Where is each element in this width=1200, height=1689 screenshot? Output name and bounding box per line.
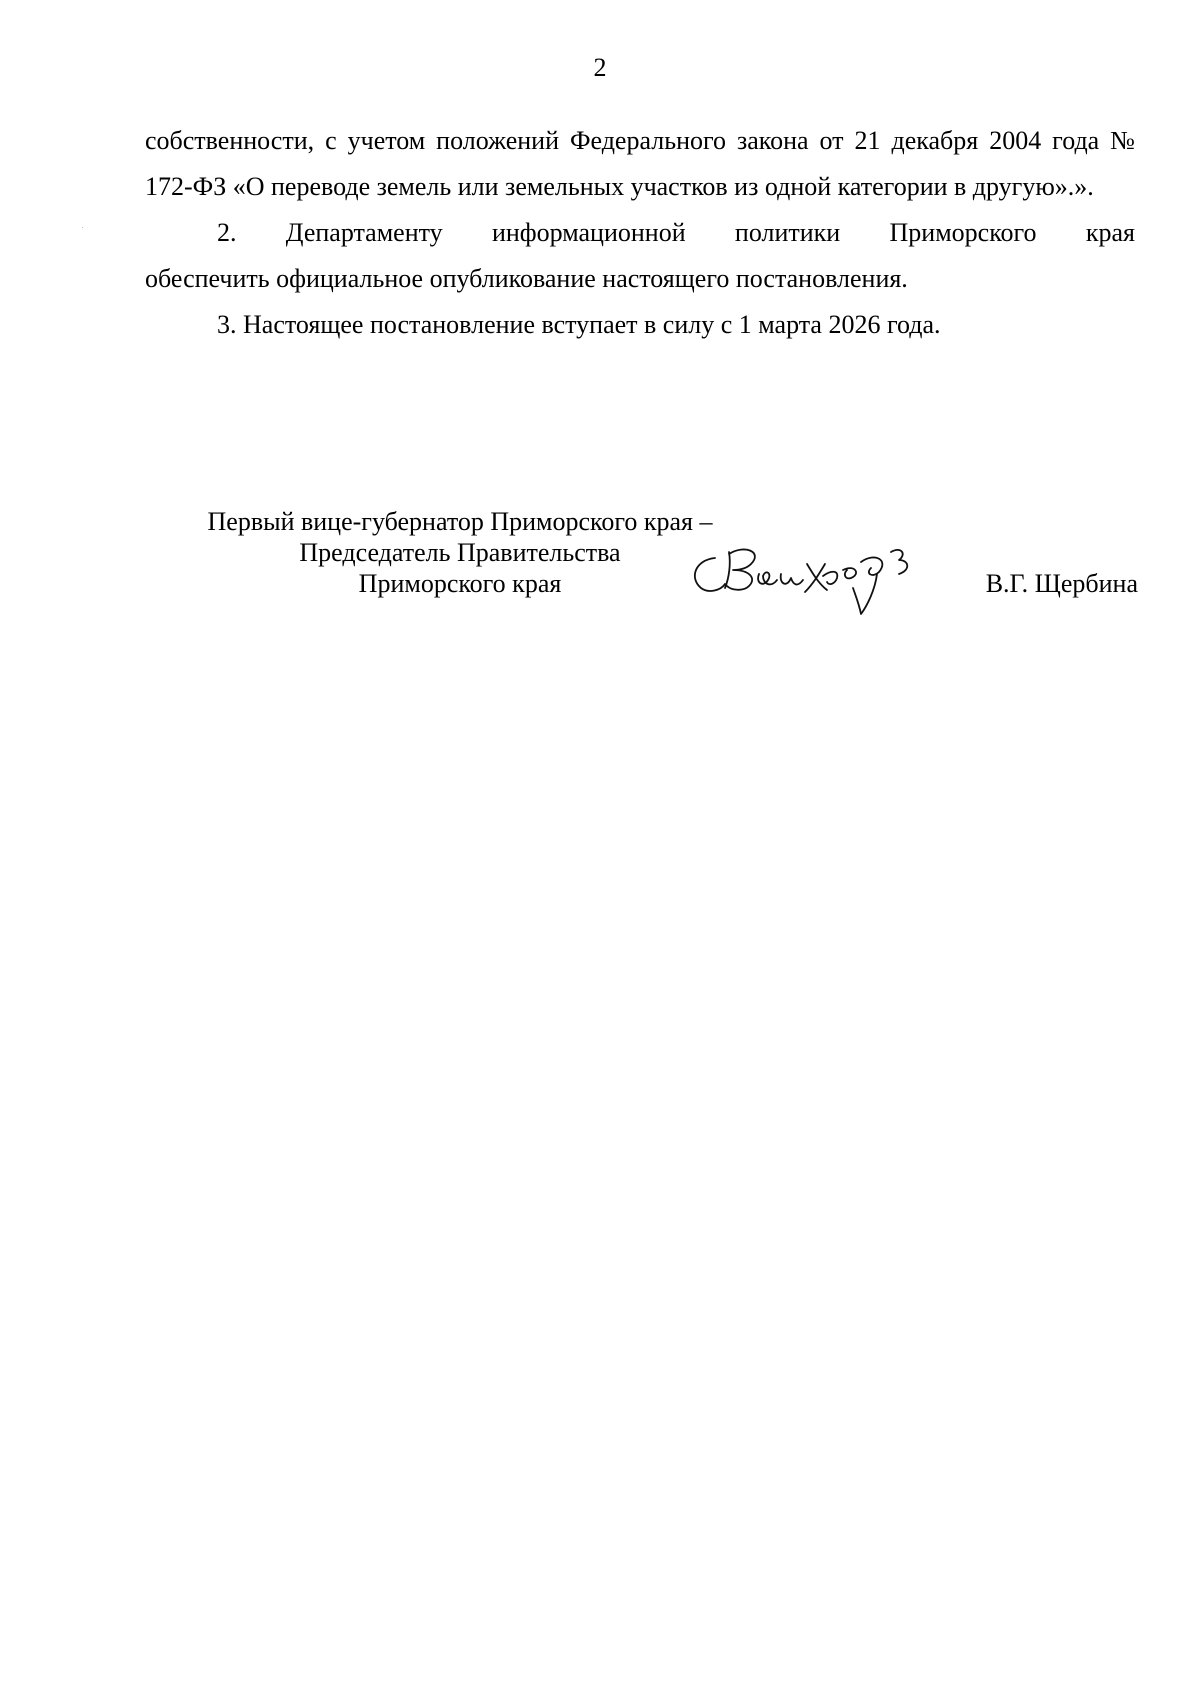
signatory-title-line-1: Первый вице-губернатор Приморского края – (207, 507, 713, 536)
signature-block (145, 506, 1138, 626)
signatory-title (160, 506, 760, 599)
handwritten-signature (685, 534, 945, 630)
paragraph-2-word: Приморского (889, 218, 1037, 247)
paragraph-2-first-line (145, 210, 1135, 256)
paragraph-2-word: Департаменту (285, 218, 443, 247)
paragraph-2-rest: обеспечить официальное опубликование настоящего постановления. (145, 264, 908, 293)
paragraph-2-word: 2. (217, 218, 237, 247)
signatory-title-line-3: Приморского края (358, 569, 562, 598)
paragraph-2-word: политики (734, 218, 841, 247)
signatory-name: В.Г. Щербина (985, 569, 1138, 598)
margin-mark (82, 227, 83, 228)
paragraph-1: собственности, с учетом положений Федерального закона от 21 декабря 2004 года № 172-ФЗ «О переводе земель или земельных участков из одной категории в другую».». (145, 126, 1135, 201)
page-number: 2 (593, 53, 607, 82)
document-body (145, 118, 1135, 348)
signatory-title-line-2: Председатель Правительства (299, 538, 621, 567)
paragraph-3: 3. Настоящее постановление вступает в силу с 1 марта 2026 года. (217, 310, 941, 339)
paragraph-2-word: информационной (491, 218, 686, 247)
paragraph-2 (145, 210, 1135, 302)
paragraph-2-word: края (1085, 218, 1135, 247)
